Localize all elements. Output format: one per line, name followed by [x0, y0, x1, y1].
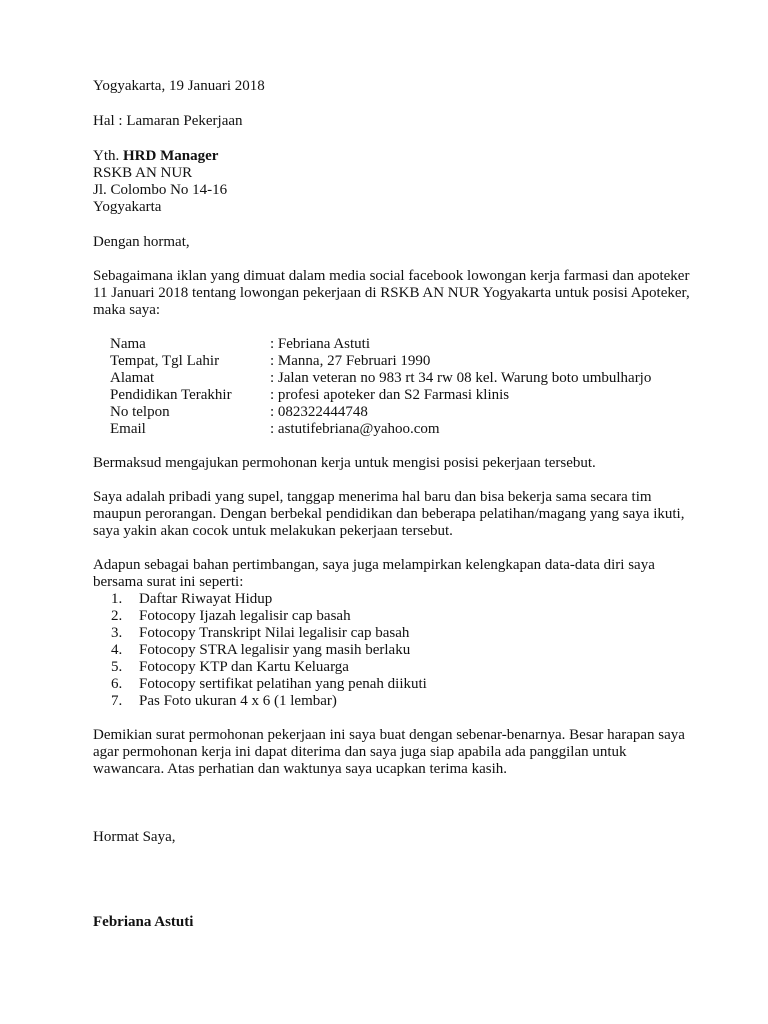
list-item [93, 659, 693, 676]
detail-value: : profesi apoteker dan S2 Farmasi klinis [270, 387, 510, 403]
recipient-company: RSKB AN NUR [93, 165, 193, 181]
list-item [93, 676, 693, 693]
attachments-intro: Adapun sebagai bahan pertimbangan, saya juga melampirkan kelengkapan data-data diri saya bersama surat ini seperti: [93, 557, 655, 590]
list-item-text: Pas Foto ukuran 4 x 6 (1 lembar) [139, 693, 337, 709]
list-item-text: Fotocopy Ijazah legalisir cap basah [139, 608, 351, 624]
detail-row [110, 370, 693, 387]
attachments-list [93, 591, 693, 710]
intro-paragraph: Sebagaimana iklan yang dimuat dalam media social facebook lowongan kerja farmasi dan apoteker 11 Januari 2018 tentang lowongan pekerjaan di RSKB AN NUR Yogyakarta untuk posisi Apoteker, maka saya: [93, 268, 690, 318]
detail-label: No telpon [110, 404, 170, 420]
applicant-details [110, 336, 693, 438]
closing-paragraph: Demikian surat permohonan pekerjaan ini saya buat dengan sebenar-benarnya. Besar harapan saya agar permohonan kerja ini dapat diterima dan saya juga siap apabila ada panggilan untuk wawancara. Atas perhatian dan waktunya saya ucapkan terima kasih. [93, 727, 685, 777]
sign-off: Hormat Saya, [93, 829, 176, 845]
detail-label: Tempat, Tgl Lahir [110, 353, 220, 369]
detail-value: : astutifebriana@yahoo.com [270, 421, 440, 437]
recipient-title-line [93, 148, 693, 165]
list-item-text: Fotocopy KTP dan Kartu Keluarga [139, 659, 349, 675]
list-item [93, 642, 693, 659]
list-item [93, 591, 693, 608]
list-item-number: 3. [111, 625, 123, 641]
recipient-prefix: Yth. [93, 148, 123, 164]
detail-label: Alamat [110, 370, 155, 386]
list-item-number: 2. [111, 608, 123, 624]
list-item-number: 7. [111, 693, 123, 709]
detail-label: Pendidikan Terakhir [110, 387, 232, 403]
recipient-city: Yogyakarta [93, 199, 162, 215]
recipient-title: HRD Manager [123, 148, 219, 164]
detail-row [110, 336, 693, 353]
list-item [93, 693, 693, 710]
recipient-street: Jl. Colombo No 14-16 [93, 182, 228, 198]
about-paragraph: Saya adalah pribadi yang supel, tanggap menerima hal baru dan bisa bekerja sama secara tim maupun perorangan. Dengan berbekal pendidikan dan beberapa pelatihan/magang yang saya ikuti, saya yakin akan cocok untuk melakukan pekerjaan tersebut. [93, 489, 685, 539]
greeting: Dengan hormat, [93, 234, 190, 250]
detail-row [110, 404, 693, 421]
signature-name: Febriana Astuti [93, 914, 194, 930]
detail-value: : 082322444748 [270, 404, 368, 420]
list-item-text: Fotocopy sertifikat pelatihan yang penah diikuti [139, 676, 427, 692]
list-item-text: Daftar Riwayat Hidup [139, 591, 273, 607]
list-item [93, 625, 693, 642]
letter-page [93, 78, 693, 931]
detail-label: Nama [110, 336, 146, 352]
subject-line: Hal : Lamaran Pekerjaan [93, 113, 243, 129]
list-item-number: 1. [111, 591, 123, 607]
detail-value: : Manna, 27 Februari 1990 [270, 353, 431, 369]
detail-value: : Jalan veteran no 983 rt 34 rw 08 kel. Warung boto umbulharjo [270, 370, 652, 386]
list-item [93, 608, 693, 625]
detail-row [110, 353, 693, 370]
detail-label: Email [110, 421, 146, 437]
list-item-number: 5. [111, 659, 123, 675]
list-item-number: 4. [111, 642, 123, 658]
place-date: Yogyakarta, 19 Januari 2018 [93, 78, 265, 94]
detail-value: : Febriana Astuti [270, 336, 370, 352]
detail-row [110, 387, 693, 404]
detail-row [110, 421, 693, 438]
list-item-text: Fotocopy Transkript Nilai legalisir cap basah [139, 625, 410, 641]
purpose-paragraph: Bermaksud mengajukan permohonan kerja untuk mengisi posisi pekerjaan tersebut. [93, 455, 596, 471]
list-item-number: 6. [111, 676, 123, 692]
list-item-text: Fotocopy STRA legalisir yang masih berlaku [139, 642, 411, 658]
